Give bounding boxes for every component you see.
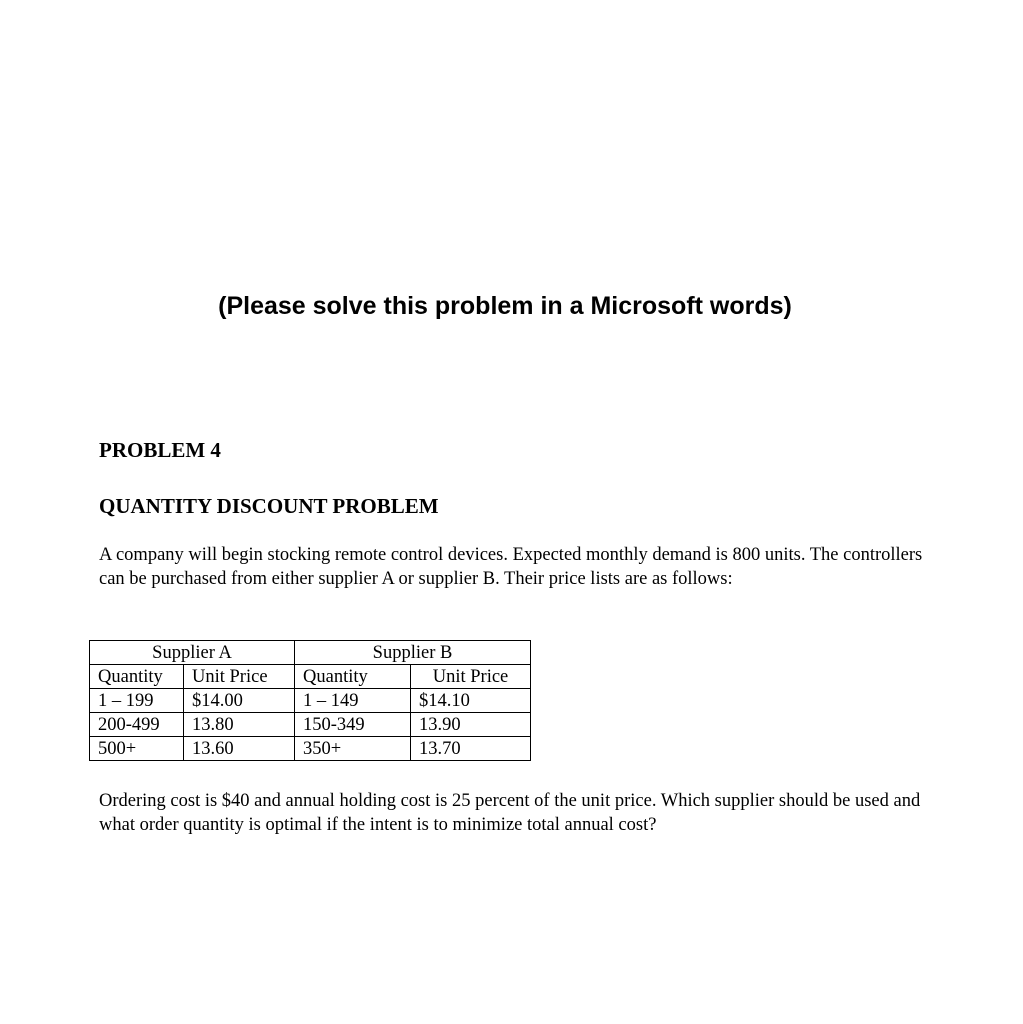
table-cell: 200-499 [90,713,184,737]
table-cell: 1 – 199 [90,689,184,713]
column-header-row [90,665,531,689]
problem-title: QUANTITY DISCOUNT PROBLEM [99,494,439,518]
col-header-a-quantity: Quantity [90,665,184,689]
table-cell: $14.10 [411,689,531,713]
table-cell: 13.70 [411,737,531,761]
col-header-a-unit-price: Unit Price [184,665,295,689]
col-header-b-quantity: Quantity [295,665,411,689]
table-cell: $14.00 [184,689,295,713]
intro-paragraph: A company will begin stocking remote control devices. Expected monthly demand is 800 units. The controllers can be purchased from either supplier A or supplier B. Their price lists are as follows: [99,545,923,589]
table-cell: 13.60 [184,737,295,761]
supplier-a-header: Supplier A [90,641,295,665]
table-row [90,689,531,713]
table-row [90,713,531,737]
instruction-text: (Please solve this problem in a Microsoft words) [218,292,792,320]
table-cell: 350+ [295,737,411,761]
price-list-table [89,640,531,761]
table-cell: 150-349 [295,713,411,737]
supplier-header-row [90,641,531,665]
col-header-b-unit-price: Unit Price [411,665,531,689]
supplier-b-header: Supplier B [295,641,531,665]
table-cell: 500+ [90,737,184,761]
table-cell: 13.80 [184,713,295,737]
table-cell: 13.90 [411,713,531,737]
problem-label: PROBLEM 4 [99,438,221,462]
question-paragraph: Ordering cost is $40 and annual holding cost is 25 percent of the unit price. Which supplier should be used and what order quantity is optimal if the intent is to minimize total annual cost? [99,791,921,835]
table-row [90,737,531,761]
table-cell: 1 – 149 [295,689,411,713]
